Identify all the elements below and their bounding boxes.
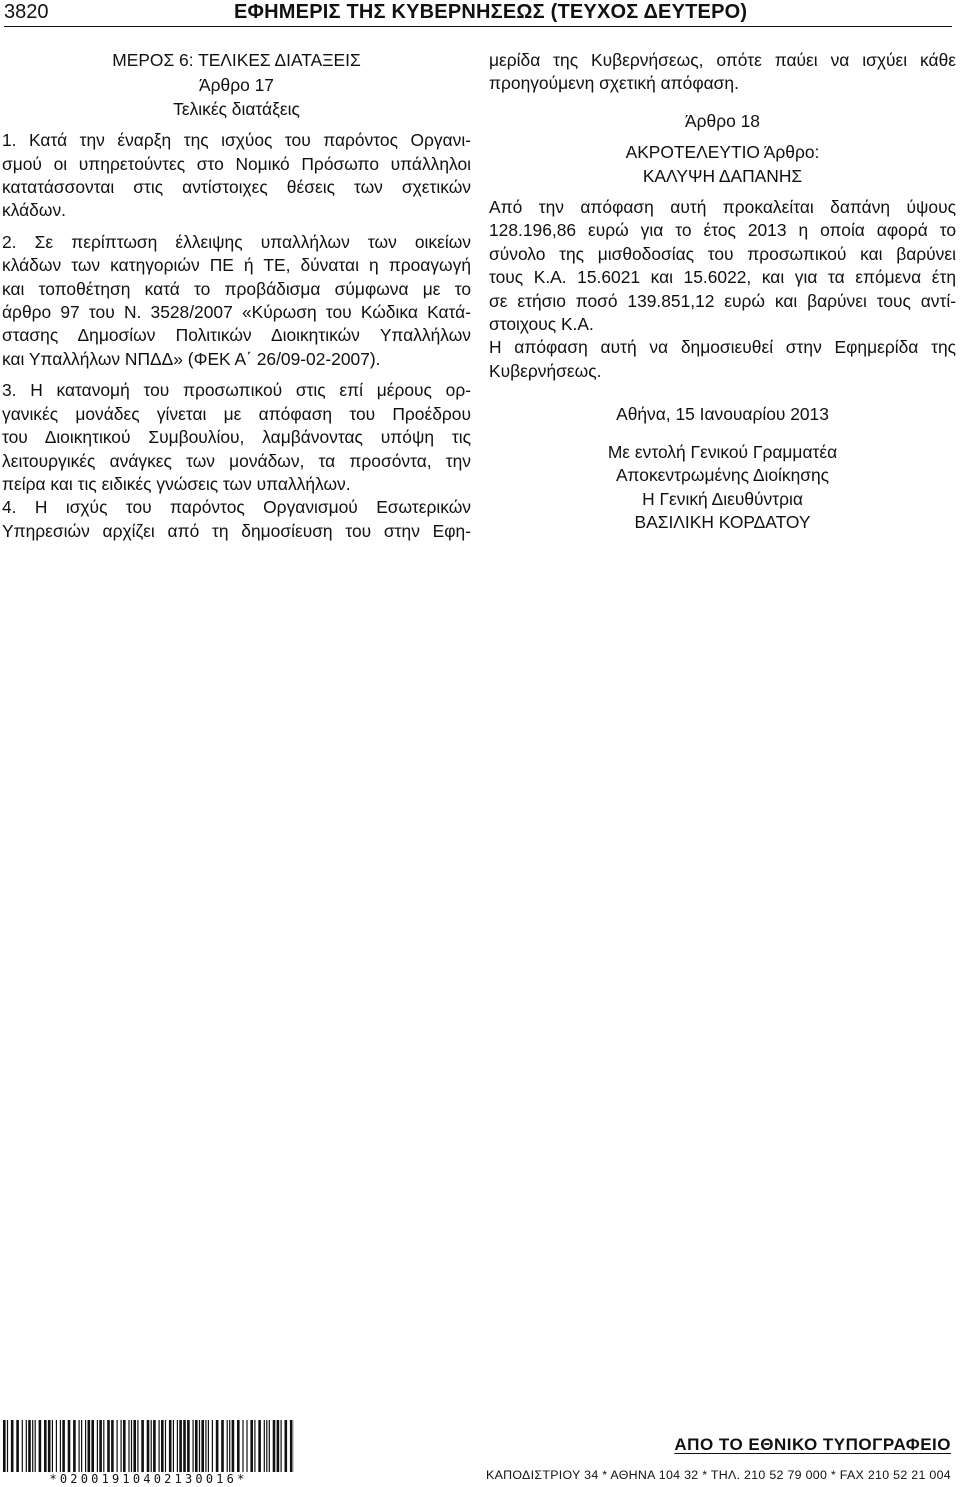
paragraph-line: μερίδα της Κυβερνήσεως, οπότε παύει να ισχύει κάθε (489, 50, 956, 70)
paragraph-line: Από την απόφαση αυτή προκαλείται δαπάνη ύψους (489, 197, 956, 218)
paragraph-line: προηγούμενη σχετική απόφαση. (489, 73, 739, 94)
barcode-image (3, 1420, 294, 1472)
article-18-subtitle: ΑΚΡΟΤΕΛΕΥΤΙΟ Άρθρο: (625, 142, 820, 163)
signature-authority: Αποκεντρωμένης Διοίκησης (615, 465, 830, 486)
paragraph-line: Η απόφαση αυτή να δημοσιευθεί στην Εφημερίδα της (489, 337, 956, 358)
article-17-title: Άρθρο 17 (199, 75, 274, 96)
paragraph-line: σμού οι υπηρετούντες στο Νομικό Πρόσωπο υπάλληλοι (2, 153, 471, 174)
paragraph-line: λειτουργικές ανάγκες των μονάδων, τα προσόντα, την (2, 450, 471, 471)
paragraph-1 (2, 129, 471, 223)
paragraph-line: 4. Η ισχύς του παρόντος Οργανισμού Εσωτερικών (2, 497, 471, 518)
article-18-title: Άρθρο 18 (685, 110, 760, 131)
paragraph-3 (2, 379, 471, 496)
page-number: 3820 (4, 1, 49, 23)
barcode-number: *02001910402130016* (49, 1472, 248, 1486)
paragraph-4-continued (489, 49, 956, 96)
paragraph-line: και τοποθέτηση κατά το προβάδισμα σύμφωνα με το (2, 278, 471, 299)
left-column (2, 49, 471, 543)
signature-order: Με εντολή Γενικού Γραμματέα (607, 441, 838, 462)
paragraph-line: κατατάσσονται στις αντίστοιχες θέσεις των σχετικών (2, 177, 471, 198)
page-header (4, 0, 952, 27)
printer-name: ΑΠΟ ΤΟ ΕΘΝΙΚΟ ΤΥΠΟΓΡΑΦΕΙΟ (674, 1435, 951, 1454)
paragraph-line: κλάδων. (2, 200, 66, 221)
signature-name: ΒΑΣΙΛΙΚΗ ΚΟΡΔΑΤΟΥ (634, 511, 811, 532)
paragraph-line: στασης Δημοσίων Πολιτικών Διοικητικών Υπαλλήλων (2, 325, 471, 346)
paragraph-line: γανικές μονάδες γίνεται με απόφαση του Προέδρου (2, 403, 471, 424)
paragraph-line: τους Κ.Α. 15.6021 και 15.6022, και για τα επόμενα έτη (489, 267, 956, 288)
paragraph-line: 1. Κατά την έναρξη της ισχύος του παρόντος Οργανι- (2, 130, 471, 151)
article-18-subtitle-2: ΚΑΛΥΨΗ ΔΑΠΑΝΗΣ (642, 165, 803, 186)
signature-block (489, 441, 956, 535)
paragraph-line: πείρα και τις ειδικές γνώσεις των υπαλλήλων. (2, 473, 351, 494)
signature-date: Αθήνα, 15 Ιανουαρίου 2013 (616, 404, 829, 425)
signature-role: Η Γενική Διευθύντρια (642, 488, 803, 509)
paragraph-2 (2, 231, 471, 371)
paragraph-line: σε ετήσιο ποσό 139.851,12 ευρώ και βαρύνει τους αντί- (489, 290, 956, 311)
paragraph-line: 128.196,86 ευρώ για το έτος 2013 η οποία αφορά το (489, 220, 956, 241)
paragraph-line: Υπηρεσιών αρχίζει από τη δημοσίευση του στην Εφη- (2, 520, 471, 541)
paragraph-line: 2. Σε περίπτωση έλλειψης υπαλλήλων των οικείων (2, 231, 471, 252)
part-title: ΜΕΡΟΣ 6: ΤΕΛΙΚΕΣ ΔΙΑΤΑΞΕΙΣ (112, 50, 361, 70)
paragraph-line: κλάδων των κατηγοριών ΠΕ ή ΤΕ, δύναται η προαγωγή (2, 255, 471, 276)
paragraph-line: Κυβερνήσεως. (489, 360, 602, 381)
paragraph-4 (2, 496, 471, 543)
paragraph-line: και Υπαλλήλων ΝΠΔΔ» (ΦΕΚ Α΄ 26/09-02-2007). (2, 348, 381, 369)
right-column (489, 49, 956, 534)
paragraph-line: του Διοικητικού Συμβουλίου, λαμβάνοντας υπόψη τις (2, 427, 471, 448)
article-17-subtitle: Τελικές διατάξεις (173, 98, 300, 119)
page-footer (0, 1420, 960, 1487)
paragraph-publish (489, 336, 956, 383)
paragraph-cost (489, 196, 956, 336)
paragraph-line: στοιχους Κ.Α. (489, 314, 594, 335)
printer-address: ΚΑΠΟΔΙΣΤΡΙΟΥ 34 * ΑΘΗΝΑ 104 32 * ΤΗΛ. 210 52 79 000 * FAX 210 52 21 004 (486, 1468, 951, 1482)
paragraph-line: άρθρο 97 του Ν. 3528/2007 «Κύρωση του Κώδικα Κατά- (2, 302, 471, 323)
paragraph-line: 3. Η κατανομή του προσωπικού στις επί μέρους ορ- (2, 380, 471, 401)
paragraph-line: σύνολο της μισθοδοσίας του προσωπικού και βαρύνει (489, 243, 956, 264)
gazette-title: ΕΦΗΜΕΡΙΣ ΤΗΣ ΚΥΒΕΡΝΗΣΕΩΣ (ΤΕΥΧΟΣ ΔΕΥΤΕΡΟ) (234, 1, 748, 23)
